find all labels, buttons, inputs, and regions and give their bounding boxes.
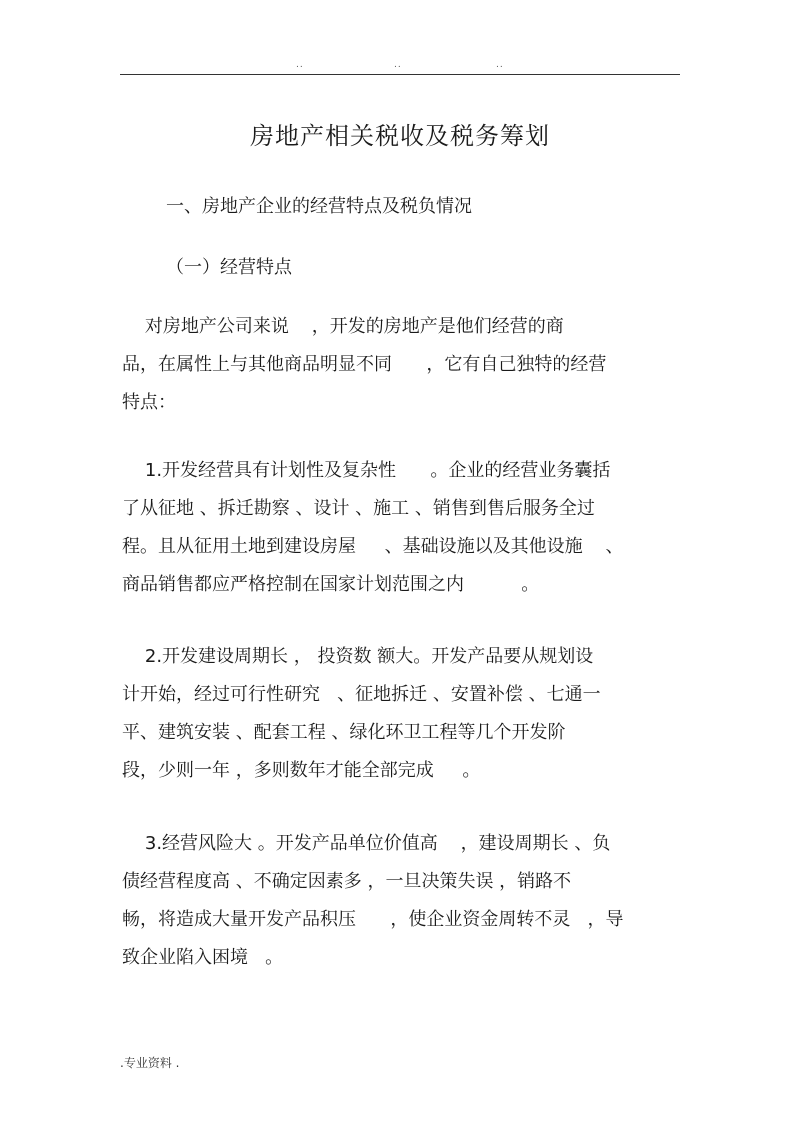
- paragraph-line: 了从征地 、拆迁勘察 、设计 、施工 、销售到售后服务全过: [122, 498, 595, 519]
- paragraph-line: 特点：: [122, 392, 176, 413]
- paragraph-line: 畅，将造成大量开发产品积压 ，使企业资金周转不灵 ，导: [122, 909, 624, 930]
- header-mark-1: ..: [296, 60, 304, 70]
- paragraph-line: 债经营程度高 、不确定因素多 ，一旦决策失误 ，销路不: [122, 871, 572, 892]
- paragraph-line: 致企业陷入困境 。: [122, 947, 284, 968]
- paragraph-line: 计开始，经过可行性研究 、征地拆迁 、安置补偿 、七通一: [122, 684, 601, 705]
- subsection-heading: （一）经营特点: [166, 257, 292, 278]
- header-rule: [120, 74, 680, 75]
- paragraph-intro: [122, 308, 682, 422]
- paragraph-line: 对房地产公司来说 ，开发的房地产是他们经营的商: [122, 316, 564, 337]
- paragraph-point-3: [122, 825, 682, 977]
- document-title: 房地产相关税收及税务筹划: [250, 122, 550, 150]
- header-mark-3: ..: [496, 60, 504, 70]
- paragraph-point-1: [122, 452, 682, 604]
- paragraph-line: 程。且从征用土地到建设房屋 、基础设施以及其他设施 、: [122, 536, 624, 557]
- paragraph-line: 1.开发经营具有计划性及复杂性 。企业的经营业务囊括: [122, 460, 611, 481]
- paragraph-line: 3.经营风险大 。开发产品单位价值高 ，建设周期长 、负: [122, 833, 611, 854]
- paragraph-line: 平、建筑安装 、配套工程 、绿化环卫工程等几个开发阶: [122, 722, 566, 743]
- paragraph-line: 段，少则一年 ，多则数年才能全部完成 。: [122, 760, 481, 781]
- footer-text: .专业资料 .: [120, 1056, 180, 1070]
- paragraph-point-2: [122, 638, 682, 790]
- paragraph-line: 商品销售都应严格控制在国家计划范围之内 。: [122, 574, 540, 595]
- section-heading: 一、房地产企业的经营特点及税负情况: [166, 196, 472, 217]
- paragraph-line: 品，在属性上与其他商品明显不同 ，它有自己独特的经营: [122, 354, 607, 375]
- paragraph-line: 2.开发建设周期长 ， 投资数 额大。开发产品要从规划设: [122, 646, 594, 667]
- header-mark-2: ..: [394, 60, 402, 70]
